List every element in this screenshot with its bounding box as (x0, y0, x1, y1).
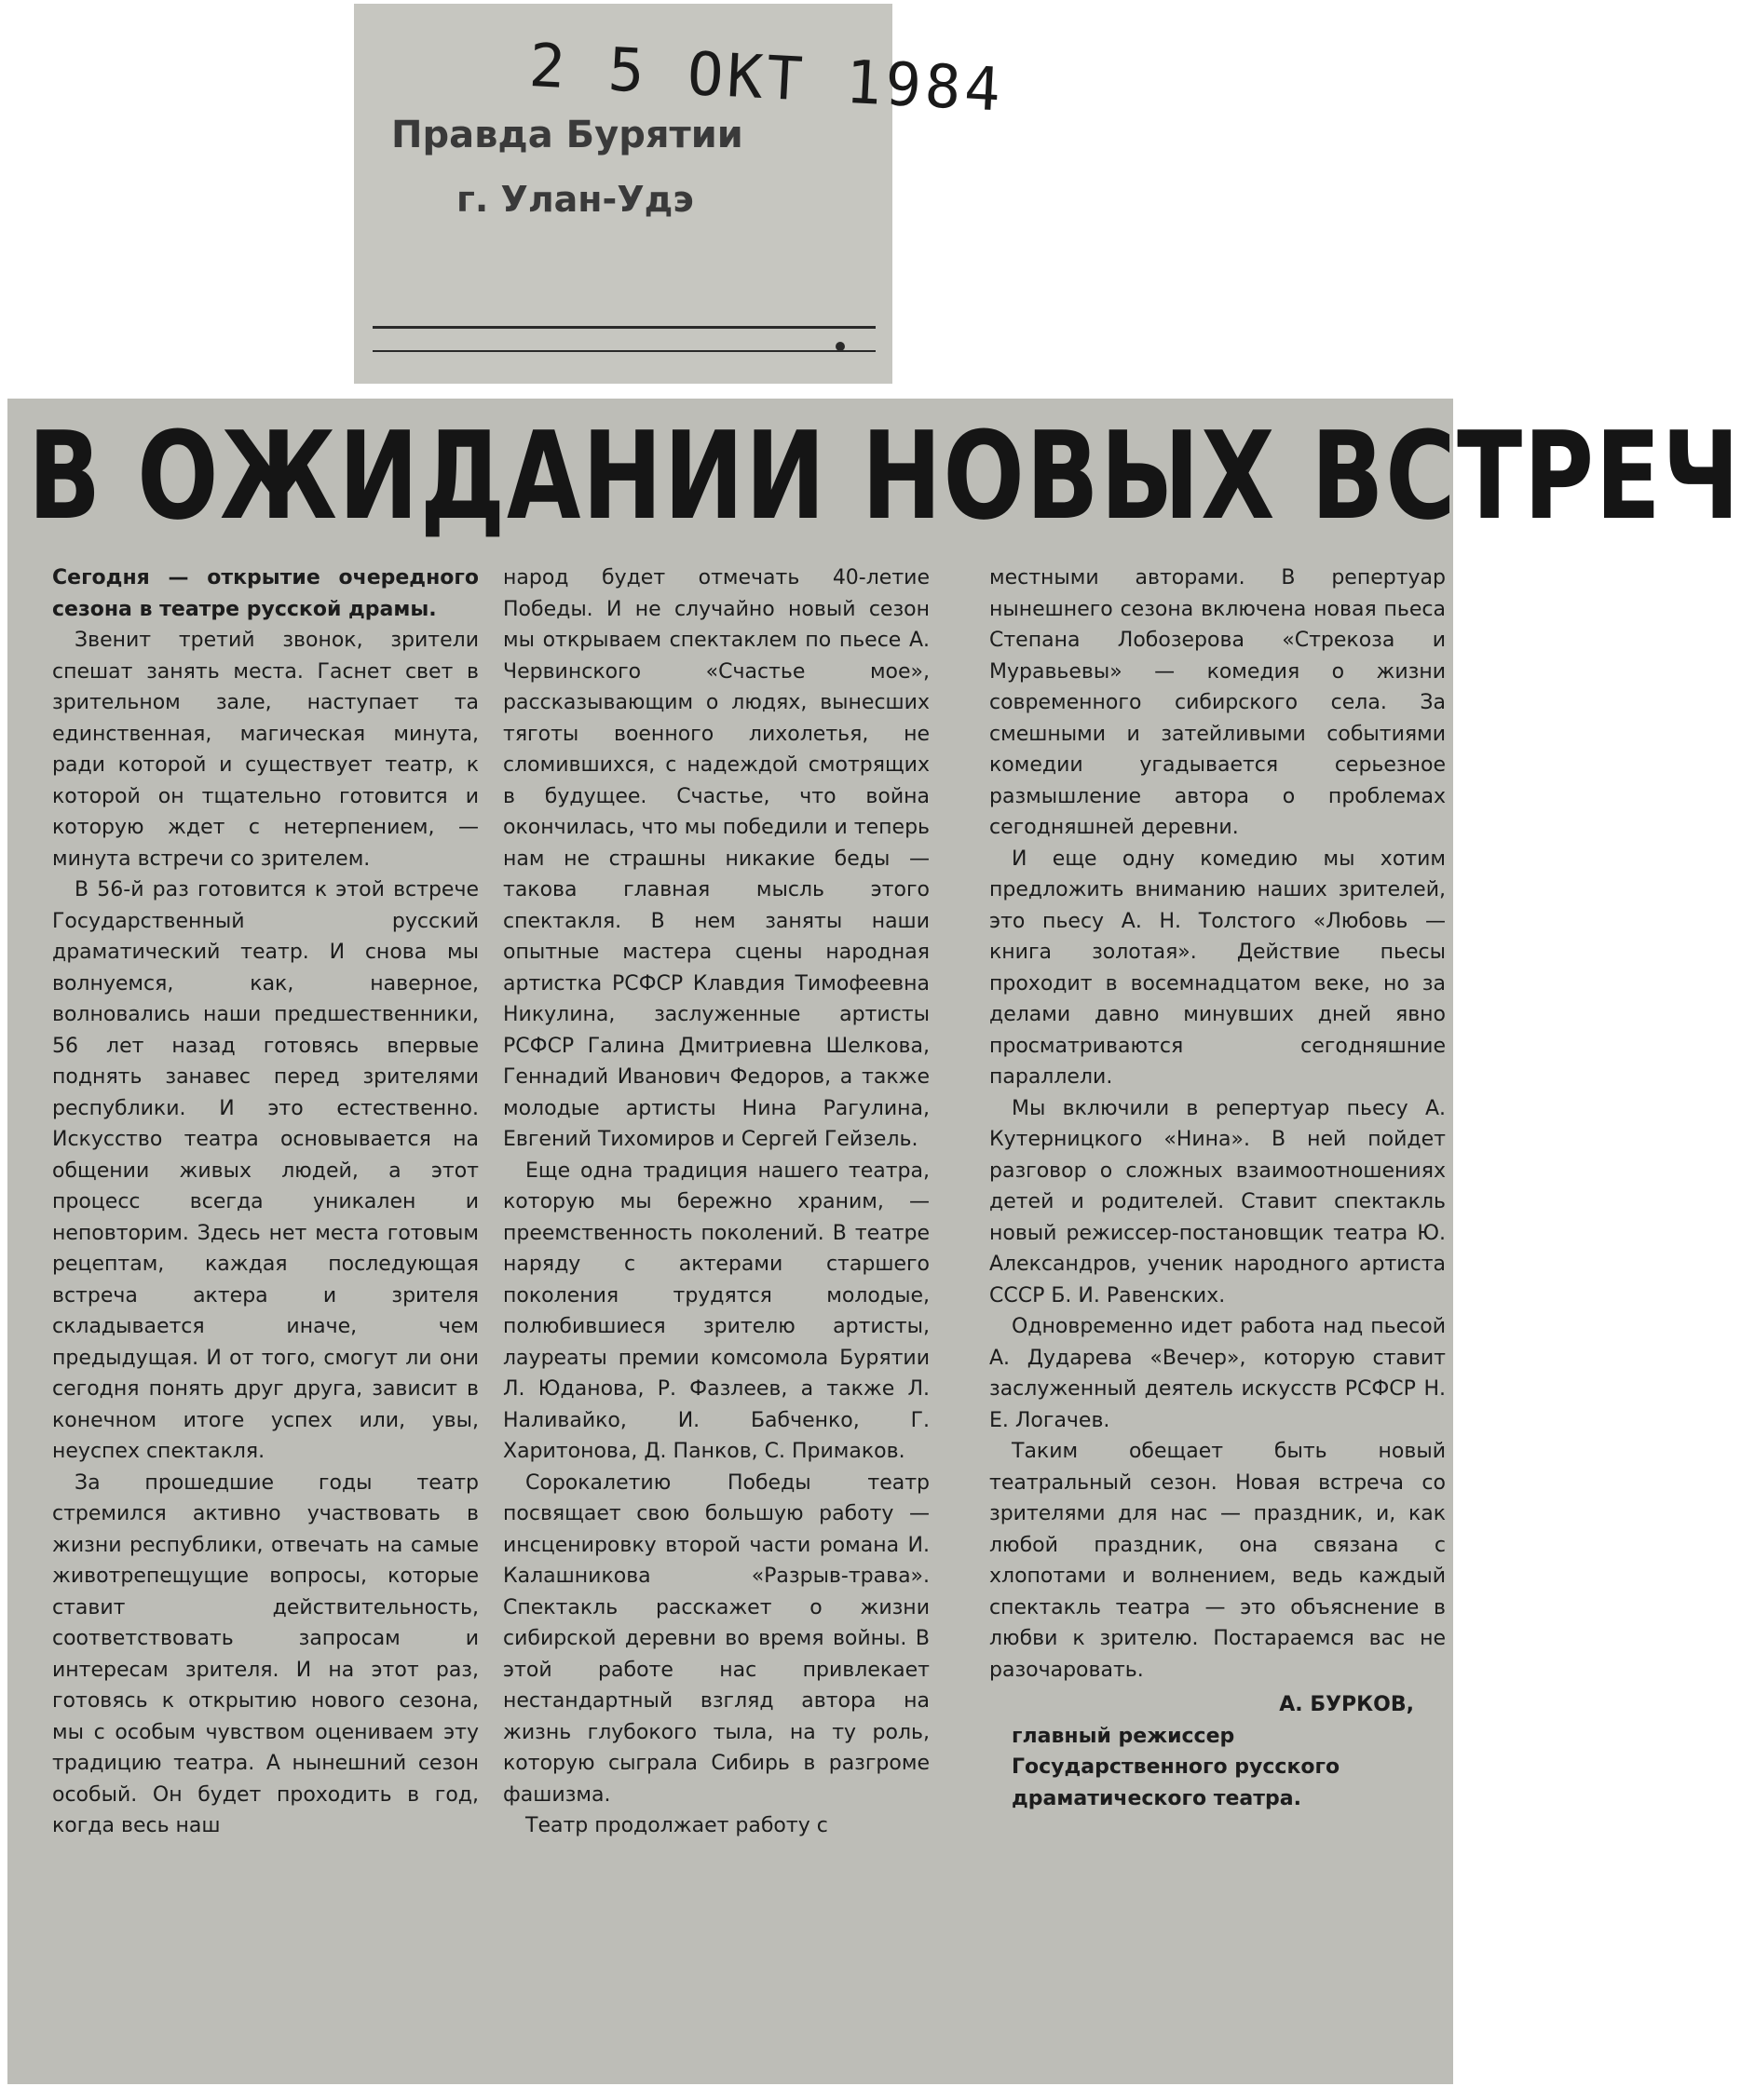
archive-stamp (354, 4, 1006, 384)
paragraph: народ будет отмечать 40-летие Победы. И не случайно новый сезон мы открываем спектаклем по пьесе А. Червинского «Счастье мое», рассказывающим о людях, вынесших тяготы военного лихолетья, не сломившихся, с надеждой смотрящих в будущее. Счастье, что война окончилась, что мы победили и теперь нам не страшны никакие беды — такова главная мысль этого спектакля. В нем заняты наши опытные мастера сцены народная артистка РСФСР Клавдия Тимофеевна Никулина, заслуженные артисты РСФСР Галина Дмитриевна Шелкова, Геннадий Иванович Федоров, а также молодые артисты Нина Рагулина, Евгений Тихомиров и Сергей Гейзель. (503, 566, 931, 1151)
author-signature: А. БУРКОВ, (1279, 1693, 1414, 1716)
paragraph: В 56-й раз готовится к этой встрече Государственный русский драматический театр. И снова мы волнуемся, как, наверное, волновались наши предшественники, 56 лет назад готовясь впервые поднять занавес перед зрителями республики. И это естественно. Искусство театра основывается на общении живых людей, а этот процесс всегда уникален и неповторим. Здесь нет места готовым рецептам, каждая последующая встреча актера и зрителя складывается иначе, чем предыдущая. И от того, смогут ли они сегодня понять друг друга, зависит в конечном итоге успех или, увы, неуспех спектакля. (52, 878, 479, 1463)
article-column-1 (52, 562, 479, 1842)
author-title: главный режиссер Государственного русского драматического театра. (1012, 1724, 1340, 1810)
article-column-2 (503, 562, 930, 1842)
paragraph: За прошедшие годы театр стремился активно участвовать в жизни республики, отвечать на самые животрепещущие вопросы, которые ставит действительность, соответствовать запросам и интересам зрителя. И на этот раз, готовясь к открытию нового сезона, мы с особым чувством оцениваем эту традицию театра. А нынешний сезон особый. Он будет проходить в год, когда весь наш (52, 1470, 479, 1837)
article-headline: В ОЖИДАНИИ НОВЫХ ВСТРЕЧ (28, 405, 1741, 547)
stamp-rule-bottom (373, 350, 876, 352)
stamp-date: 2 5 ОКТ 1984 (527, 32, 1006, 126)
paragraph: Мы включили в репертуар пьесу А. Кутерницкого «Нина». В ней пойдет разговор о сложных взаимоотношениях детей и родителей. Ставит спектакль новый режиссер-постановщик театра Ю. Александров, ученик народного артиста СССР Б. И. Равенских. (989, 1096, 1446, 1307)
paragraph: Театр продолжает работу с (525, 1814, 828, 1837)
paragraph: Таким обещает быть новый театральный сезон. Новая встреча со зрителями для нас — праздник, и, как любой праздник, она связана с хлопотами и волнением, ведь каждый спектакль театра — это объяснение в любви к зрителю. Постараемся вас не разочаровать. (989, 1440, 1446, 1682)
stamp-city: г. Улан-Удэ (456, 179, 694, 220)
article-column-3 (989, 562, 1446, 1814)
stamp-rule-top (373, 326, 876, 329)
paragraph: И еще одну комедию мы хотим предложить вниманию наших зрителей, это пьесу А. Н. Толстого «Любовь — книга золотая». Действие пьесы проходит в восемнадцатом веке, но за делами давно минувших дней явно просматриваются сегодняшние параллели. (989, 847, 1446, 1089)
paragraph: Еще одна традиция нашего театра, которую мы бережно храним, — преемственность поколений. В театре наряду с актерами старшего поколения трудятся молодые, полюбившиеся зрителю артисты, лауреаты премии комсомола Бурятии Л. Юданова, Р. Фазлеев, а также Л. Наливайко, И. Бабченко, Г. Харитонова, Д. Панков, С. Примаков. (503, 1158, 930, 1463)
paragraph: Одновременно идет работа над пьесой А. Дударева «Вечер», которую ставит заслуженный деятель искусств РСФСР Н. Е. Логачев. (989, 1315, 1446, 1432)
paragraph: Звенит третий звонок, зрители спешат занять места. Гаснет свет в зрительном зале, наступает та единственная, магическая минута, ради которой и существует театр, к которой он тщательно готовится и которую ждет с нетерпением, — минута встречи со зрителем. (52, 629, 479, 871)
paragraph: Сорокалетию Победы театр посвящает свою большую работу — инсценировку второй части романа И. Калашникова «Разрыв-трава». Спектакль расскажет о жизни сибирской деревни во время войны. В этой работе нас привлекает нестандартный взгляд автора на жизнь глубокого тыла, на ту роль, которую сыграла Сибирь в разгроме фашизма. (503, 1470, 930, 1807)
stamp-newspaper-name: Правда Бурятии (391, 114, 743, 156)
paragraph: местными авторами. В репертуар нынешнего сезона включена новая пьеса Степана Лобозерова «Стрекоза и Муравьевы» — комедия о жизни современного сибирского села. За смешными и затейливыми событиями комедии угадывается серьезное размышление автора о проблемах сегодняшней деревни. (989, 566, 1446, 839)
stamp-dot (836, 342, 845, 351)
article-lead: Сегодня — открытие очередного сезона в театре русской драмы. (52, 566, 479, 621)
